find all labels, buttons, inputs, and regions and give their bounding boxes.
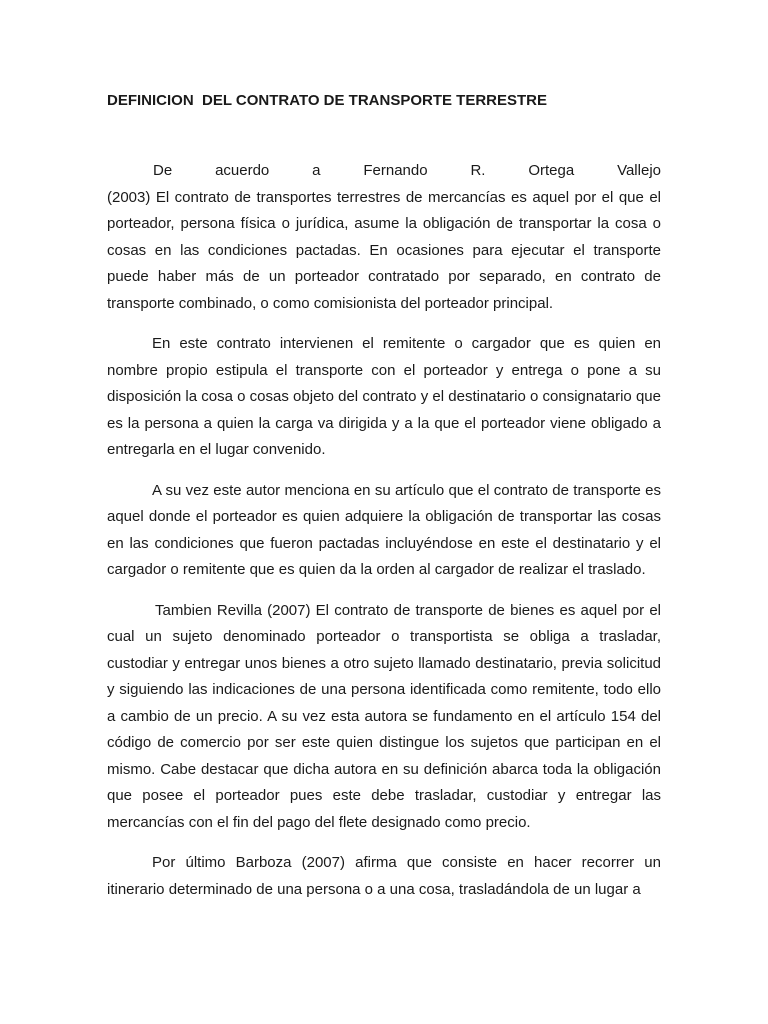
paragraph-5: Por último Barboza (2007) afirma que consiste en hacer recorrer un itinerario determinado de una persona o a una cosa, trasladándola de un lugar a [107, 854, 661, 898]
paragraph-1 [107, 158, 661, 317]
word: acuerdo [215, 162, 270, 179]
paragraph-3: A su vez este autor menciona en su artículo que el contrato de transporte es aquel donde el porteador es quien adquiere la obligación de transportar las cosas en las condiciones que fueron pactadas incluyéndose en este el destinatario y el cargador o remitente que es quien da la orden al cargador de realizar el traslado. [107, 481, 661, 578]
word: De [153, 162, 173, 179]
paragraph-1-first-line [107, 158, 661, 185]
word: Vallejo [617, 162, 661, 179]
word: Ortega [528, 162, 575, 179]
word: Fernando [363, 162, 428, 179]
paragraph-4: Tambien Revilla (2007) El contrato de transporte de bienes es aquel por el cual un sujeto denominado porteador o transportista se obliga a trasladar, custodiar y entregar unos bienes a otro sujeto llamado destinatario, previa solicitud y siguiendo las indicaciones de una persona identificada como remitente, todo ello a cambio de un precio. A su vez esta autora se fundamento en el artículo 154 del código de comercio por ser este quien distingue los sujetos que participan en el mismo. Cabe destacar que dicha autora en su definición abarca toda la obligación que posee el porteador pues este debe trasladar, custodiar y entregar las mercancías con el fin del pago del flete designado como precio. [107, 601, 661, 831]
word: a [312, 162, 321, 179]
paragraph-2: En este contrato intervienen el remitente o cargador que es quien en nombre propio estipula el transporte con el porteador y entrega o pone a su disposición la cosa o cosas objeto del contrato y el destinatario o consignatario que es la persona a quien la carga va dirigida y a la que el porteador viene obligado a entregarla en el lugar convenido. [107, 335, 661, 458]
paragraph-1-body: (2003) El contrato de transportes terrestres de mercancías es aquel por el que el porteador, persona física o jurídica, asume la obligación de transportar la cosa o cosas en las condiciones pactadas. En ocasiones para ejecutar el transporte puede haber más de un porteador contratado por separado, en contrato de transporte combinado, o como comisionista del porteador principal. [107, 188, 661, 312]
document-title: DEFINICION DEL CONTRATO DE TRANSPORTE TERRESTRE [107, 92, 548, 109]
word: R. [470, 162, 486, 179]
